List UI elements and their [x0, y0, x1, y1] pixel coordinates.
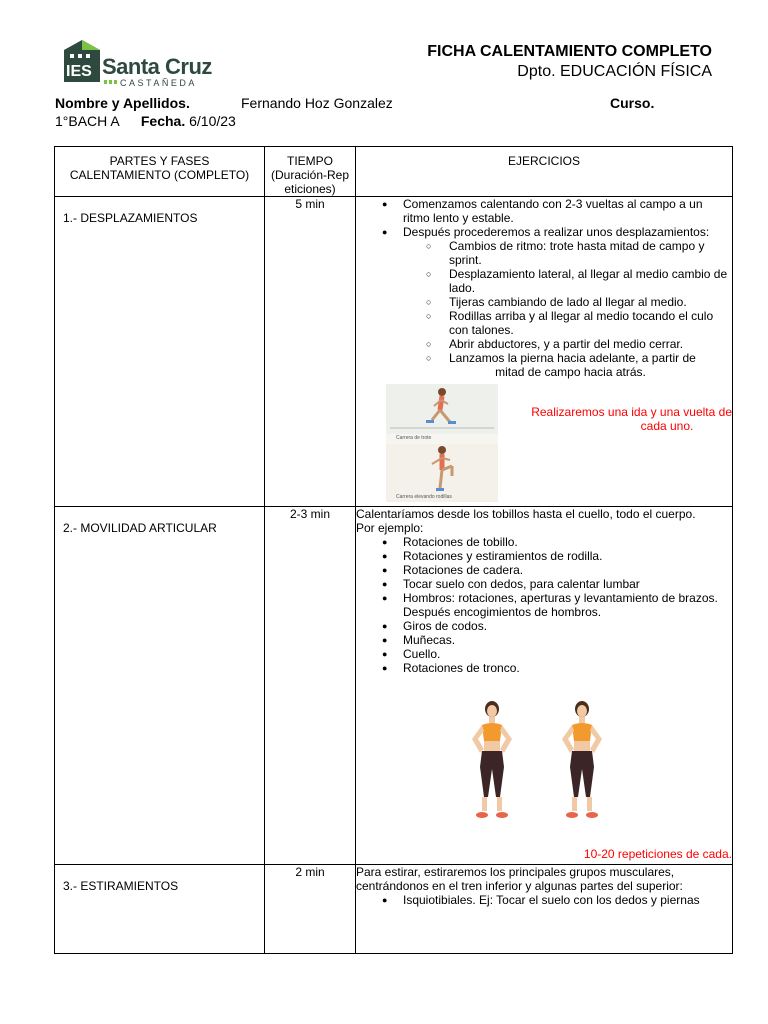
sub-list-item [356, 351, 732, 379]
caption-2: Carrera elevando rodillas [396, 494, 452, 500]
warmup-table [54, 146, 733, 954]
list-item: ● Rotaciones y estiramientos de rodilla. [356, 549, 732, 563]
sub-item-line-1: Lanzamos la pierna hacia adelante, a partir de [449, 351, 696, 365]
header-exercises [356, 147, 733, 197]
list-item: ● Cuello. [356, 647, 732, 661]
intro-line-1: Calentaríamos desde los tobillos hasta el cuello, todo el cuerpo. [356, 507, 696, 521]
list-item: ● Hombros: rotaciones, aperturas y levantamiento de brazos. Después encogimientos de hombros. [356, 591, 732, 619]
time-cell: 5 min [265, 197, 356, 507]
exercise-list [356, 893, 732, 907]
caption-1: Carrera de trote [396, 435, 432, 441]
logo-prefix: IES [66, 63, 92, 80]
sub-list-item: ○ Tijeras cambiando de lado al llegar al medio. [356, 295, 732, 309]
sub-list-item: ○ Cambios de ritmo: trote hasta mitad de campo y sprint. [356, 239, 732, 267]
department-name: Dpto. EDUCACIÓN FÍSICA [517, 63, 712, 80]
hip-rotation-figures-icon [456, 697, 616, 832]
time-cell: 2 min [265, 865, 356, 954]
list-item: ● Giros de codos. [356, 619, 732, 633]
table-row [55, 507, 733, 865]
exercise-list [356, 535, 732, 675]
table-header-row [55, 147, 733, 197]
list-item: ● Rotaciones de tobillo. [356, 535, 732, 549]
date-value: 6/10/23 [189, 113, 236, 129]
header-time-line-1: TIEMPO [286, 154, 333, 168]
phase-cell: 2.- MOVILIDAD ARTICULAR [55, 507, 265, 865]
course-label: Curso. [610, 95, 655, 111]
table-row [55, 865, 733, 954]
intro-line-2: centrándonos en el tren inferior y algunas partes del superior: [356, 879, 683, 893]
running-illustration [386, 384, 498, 502]
name-value: Fernando Hoz Gonzalez [241, 95, 393, 111]
list-item: ● Tocar suelo con dedos, para calentar lumbar [356, 577, 732, 591]
red-note-line-2: cada uno. [640, 419, 694, 433]
list-item: ● Rotaciones de tronco. [356, 661, 732, 675]
phase-cell: 3.- ESTIRAMIENTOS [55, 865, 265, 954]
date-label: Fecha. [140, 113, 186, 129]
sub-item-line-2: mitad de campo hacia atrás. [495, 365, 646, 379]
logo-dots [104, 80, 118, 84]
exercise-list [356, 197, 732, 239]
document-title: FICHA CALENTAMIENTO COMPLETO [427, 43, 712, 60]
logo-subtitle: CASTAÑEDA [120, 78, 197, 88]
header-time-line-3: eticiones) [284, 182, 336, 196]
intro-line-1: Para estirar, estiraremos los principales grupos musculares, [356, 865, 675, 879]
list-item: ● Después procederemos a realizar unos desplazamientos: [356, 225, 732, 239]
student-info-line-2 [55, 113, 236, 129]
red-note [512, 405, 732, 433]
exercises-cell [356, 507, 733, 865]
red-note-line-1: Realizaremos una ida y una vuelta de [531, 405, 732, 419]
sub-list-item: ○ Desplazamiento lateral, al llegar al medio cambio de lado. [356, 267, 732, 295]
time-cell: 2-3 min [265, 507, 356, 865]
exercise-sublist [356, 239, 732, 379]
student-info-line-1 [55, 95, 715, 113]
sub-list-item: ○ Rodillas arriba y al llegar al medio tocando el culo con talones. [356, 309, 732, 337]
phase-cell: 1.- DESPLAZAMIENTOS [55, 197, 265, 507]
header-phases [55, 147, 265, 197]
name-label: Nombre y Apellidos. [55, 95, 190, 111]
header-time [265, 147, 356, 197]
exercises-cell [356, 197, 733, 507]
header-phases-line-1: PARTES Y FASES [109, 154, 210, 168]
header-exercises-label: EJERCICIOS [507, 154, 580, 168]
intro-line-2: Por ejemplo: [356, 521, 424, 535]
logo-brand: Santa Cruz [102, 54, 212, 79]
sub-list-item: ○ Abrir abductores, y a partir del medio cerrar. [356, 337, 732, 351]
list-item: ● Rotaciones de cadera. [356, 563, 732, 577]
red-note: 10-20 repeticiones de cada. [583, 847, 732, 861]
exercises-cell [356, 865, 733, 954]
school-logo [62, 38, 217, 88]
table-row [55, 197, 733, 507]
list-item: ● Muñecas. [356, 633, 732, 647]
list-item: ● Comenzamos calentando con 2-3 vueltas al campo a un ritmo lento y estable. [356, 197, 732, 225]
list-item: ● Isquiotibiales. Ej: Tocar el suelo con los dedos y piernas [356, 893, 732, 907]
course-value: 1°BACH A [55, 113, 119, 129]
header-time-line-2: (Duración-Rep [270, 168, 350, 182]
runner-figures-icon [386, 384, 498, 502]
header-phases-line-2: CALENTAMIENTO (COMPLETO) [69, 168, 250, 182]
school-building-icon [62, 38, 102, 86]
